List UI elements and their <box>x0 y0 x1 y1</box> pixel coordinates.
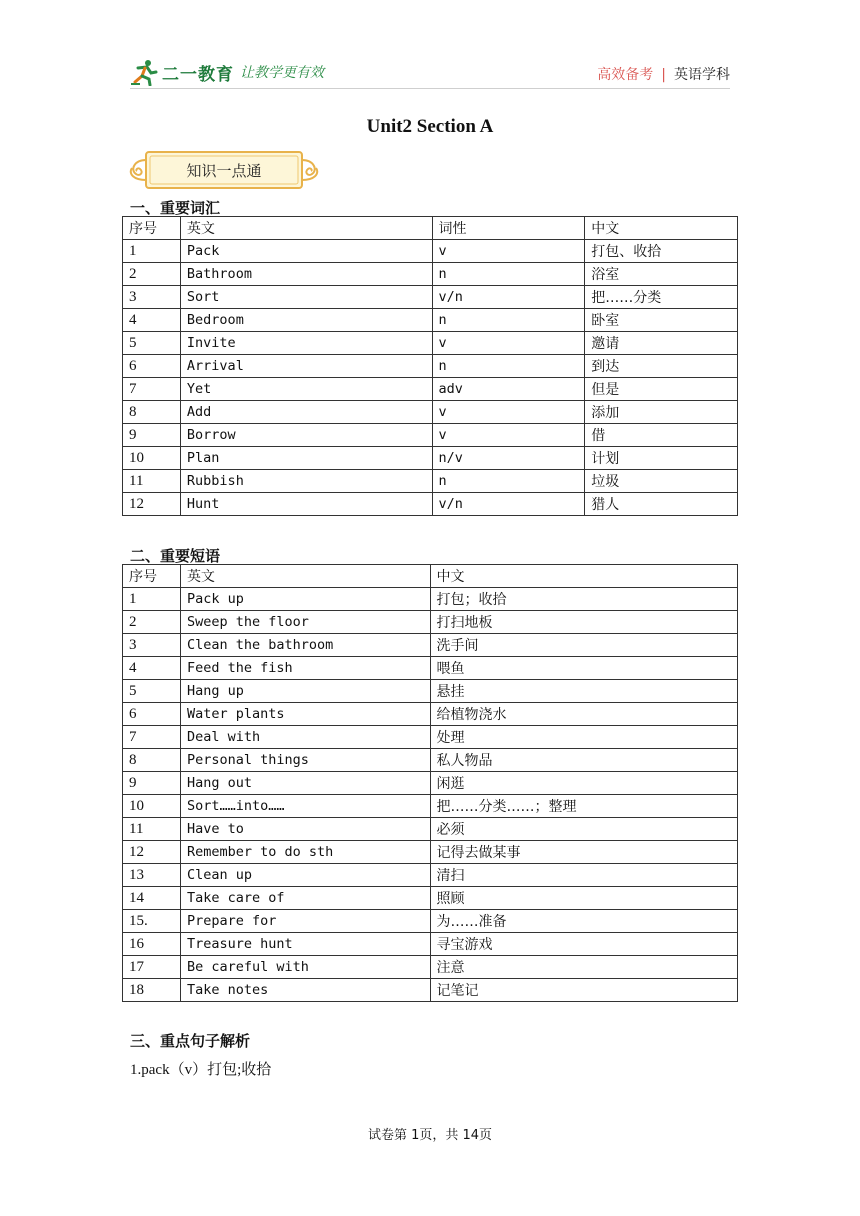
table-cell: 2 <box>123 611 181 634</box>
table-header-row <box>123 217 738 240</box>
table-row <box>123 772 738 795</box>
table-row <box>123 470 738 493</box>
table-cell: 14 <box>123 887 181 910</box>
column-header-english: 英文 <box>180 217 432 240</box>
table-cell: Deal with <box>180 726 430 749</box>
phrases-table <box>122 564 738 1002</box>
table-row <box>123 447 738 470</box>
table-cell: 9 <box>123 772 181 795</box>
section-banner <box>124 148 324 192</box>
phrases-heading: 二、重要短语 <box>130 547 221 565</box>
table-cell: Hunt <box>180 493 432 516</box>
table-cell: 18 <box>123 979 181 1002</box>
vocab-heading: 一、重要词汇 <box>130 199 221 217</box>
table-row <box>123 309 738 332</box>
table-cell: 清扫 <box>430 864 737 887</box>
tagline-right: 英语学科 <box>674 67 730 83</box>
table-cell: 11 <box>123 470 181 493</box>
table-row <box>123 910 738 933</box>
table-cell: v <box>432 240 585 263</box>
table-row <box>123 726 738 749</box>
table-row <box>123 378 738 401</box>
table-row <box>123 680 738 703</box>
table-cell: Take notes <box>180 979 430 1002</box>
table-row <box>123 240 738 263</box>
table-cell: 7 <box>123 726 181 749</box>
table-cell: Clean the bathroom <box>180 634 430 657</box>
table-cell: 17 <box>123 956 181 979</box>
table-row <box>123 841 738 864</box>
table-cell: 寻宝游戏 <box>430 933 737 956</box>
table-row <box>123 887 738 910</box>
brand-name: 二一教育 <box>162 64 234 85</box>
table-cell: 8 <box>123 749 181 772</box>
table-cell: adv <box>432 378 585 401</box>
table-cell: n <box>432 470 585 493</box>
table-row <box>123 703 738 726</box>
page-title: Unit2 Section A <box>366 116 494 137</box>
table-row <box>123 864 738 887</box>
table-cell: Hang out <box>180 772 430 795</box>
table-cell: 10 <box>123 795 181 818</box>
table-cell: 到达 <box>585 355 738 378</box>
table-cell: 把……分类 <box>585 286 738 309</box>
banner-title: 知识一点通 <box>186 161 262 180</box>
column-header-number: 序号 <box>123 217 181 240</box>
table-cell: Bedroom <box>180 309 432 332</box>
table-cell: 5 <box>123 332 181 355</box>
table-cell: Clean up <box>180 864 430 887</box>
table-cell: Be careful with <box>180 956 430 979</box>
table-cell: 4 <box>123 657 181 680</box>
table-cell: 12 <box>123 493 181 516</box>
table-cell: Arrival <box>180 355 432 378</box>
table-cell: 闲逛 <box>430 772 737 795</box>
table-cell: v/n <box>432 286 585 309</box>
table-row <box>123 795 738 818</box>
table-cell: n <box>432 309 585 332</box>
page-footer: 试卷第 1页，共 14页 <box>367 1128 493 1143</box>
table-cell: 7 <box>123 378 181 401</box>
table-cell: Water plants <box>180 703 430 726</box>
table-row <box>123 286 738 309</box>
table-row <box>123 401 738 424</box>
header-divider <box>130 88 730 89</box>
table-cell: 1 <box>123 588 181 611</box>
column-header-english: 英文 <box>180 565 430 588</box>
table-cell: 3 <box>123 286 181 309</box>
table-cell: 悬挂 <box>430 680 737 703</box>
table-cell: v/n <box>432 493 585 516</box>
vocab-table <box>122 216 738 516</box>
table-cell: 但是 <box>585 378 738 401</box>
table-row <box>123 979 738 1002</box>
table-cell: Sort <box>180 286 432 309</box>
table-row <box>123 611 738 634</box>
table-cell: 垃圾 <box>585 470 738 493</box>
table-cell: 邀请 <box>585 332 738 355</box>
table-cell: 卧室 <box>585 309 738 332</box>
table-row <box>123 749 738 772</box>
table-cell: Rubbish <box>180 470 432 493</box>
table-cell: v <box>432 424 585 447</box>
table-cell: 6 <box>123 703 181 726</box>
table-cell: 为……准备 <box>430 910 737 933</box>
table-cell: 13 <box>123 864 181 887</box>
sentence-item: 1.pack（v）打包;收拾 <box>130 1062 272 1078</box>
page-header <box>130 52 730 92</box>
table-cell: Remember to do sth <box>180 841 430 864</box>
table-cell: Have to <box>180 818 430 841</box>
column-header-pos: 词性 <box>432 217 585 240</box>
table-cell: Plan <box>180 447 432 470</box>
table-cell: 猎人 <box>585 493 738 516</box>
table-cell: Sweep the floor <box>180 611 430 634</box>
table-cell: Bathroom <box>180 263 432 286</box>
table-cell: 注意 <box>430 956 737 979</box>
table-cell: 12 <box>123 841 181 864</box>
table-cell: 添加 <box>585 401 738 424</box>
table-cell: Pack up <box>180 588 430 611</box>
runner-icon <box>130 58 158 86</box>
table-row <box>123 332 738 355</box>
table-cell: 喂鱼 <box>430 657 737 680</box>
table-cell: 记笔记 <box>430 979 737 1002</box>
table-cell: 处理 <box>430 726 737 749</box>
brand-slogan: 让教学更有效 <box>240 65 324 81</box>
header-tagline <box>597 64 730 84</box>
table-cell: 照顾 <box>430 887 737 910</box>
table-cell: v <box>432 401 585 424</box>
column-header-chinese: 中文 <box>430 565 737 588</box>
table-row <box>123 263 738 286</box>
table-cell: 15. <box>123 910 181 933</box>
table-cell: 2 <box>123 263 181 286</box>
table-cell: 6 <box>123 355 181 378</box>
table-cell: 打扫地板 <box>430 611 737 634</box>
tagline-left: 高效备考 <box>597 67 654 83</box>
table-cell: Hang up <box>180 680 430 703</box>
table-cell: 打包、收拾 <box>585 240 738 263</box>
table-cell: 把……分类……；整理 <box>430 795 737 818</box>
table-cell: 16 <box>123 933 181 956</box>
table-cell: 1 <box>123 240 181 263</box>
table-cell: Add <box>180 401 432 424</box>
table-cell: Invite <box>180 332 432 355</box>
table-cell: 必须 <box>430 818 737 841</box>
table-cell: n <box>432 263 585 286</box>
column-header-number: 序号 <box>123 565 181 588</box>
table-cell: 4 <box>123 309 181 332</box>
table-cell: 洗手间 <box>430 634 737 657</box>
table-row <box>123 657 738 680</box>
table-cell: 计划 <box>585 447 738 470</box>
tagline-separator: | <box>661 67 666 83</box>
table-cell: 打包；收拾 <box>430 588 737 611</box>
table-cell: Pack <box>180 240 432 263</box>
table-cell: 浴室 <box>585 263 738 286</box>
column-header-chinese: 中文 <box>585 217 738 240</box>
table-row <box>123 634 738 657</box>
table-cell: 私人物品 <box>430 749 737 772</box>
table-cell: 11 <box>123 818 181 841</box>
table-row <box>123 818 738 841</box>
table-cell: 9 <box>123 424 181 447</box>
table-cell: 给植物浇水 <box>430 703 737 726</box>
table-cell: Prepare for <box>180 910 430 933</box>
table-cell: 3 <box>123 634 181 657</box>
table-row <box>123 424 738 447</box>
table-cell: Take care of <box>180 887 430 910</box>
table-cell: v <box>432 332 585 355</box>
table-cell: 8 <box>123 401 181 424</box>
table-cell: Treasure hunt <box>180 933 430 956</box>
table-row <box>123 355 738 378</box>
sentences-heading: 三、重点句子解析 <box>130 1032 251 1050</box>
table-cell: Borrow <box>180 424 432 447</box>
table-cell: Feed the fish <box>180 657 430 680</box>
table-cell: Personal things <box>180 749 430 772</box>
table-cell: 10 <box>123 447 181 470</box>
table-cell: n <box>432 355 585 378</box>
brand-logo <box>130 58 324 86</box>
table-cell: 5 <box>123 680 181 703</box>
table-row <box>123 933 738 956</box>
table-header-row <box>123 565 738 588</box>
table-cell: n/v <box>432 447 585 470</box>
table-cell: 借 <box>585 424 738 447</box>
table-cell: 记得去做某事 <box>430 841 737 864</box>
table-row <box>123 588 738 611</box>
table-cell: Sort……into…… <box>180 795 430 818</box>
table-row <box>123 493 738 516</box>
table-row <box>123 956 738 979</box>
table-cell: Yet <box>180 378 432 401</box>
